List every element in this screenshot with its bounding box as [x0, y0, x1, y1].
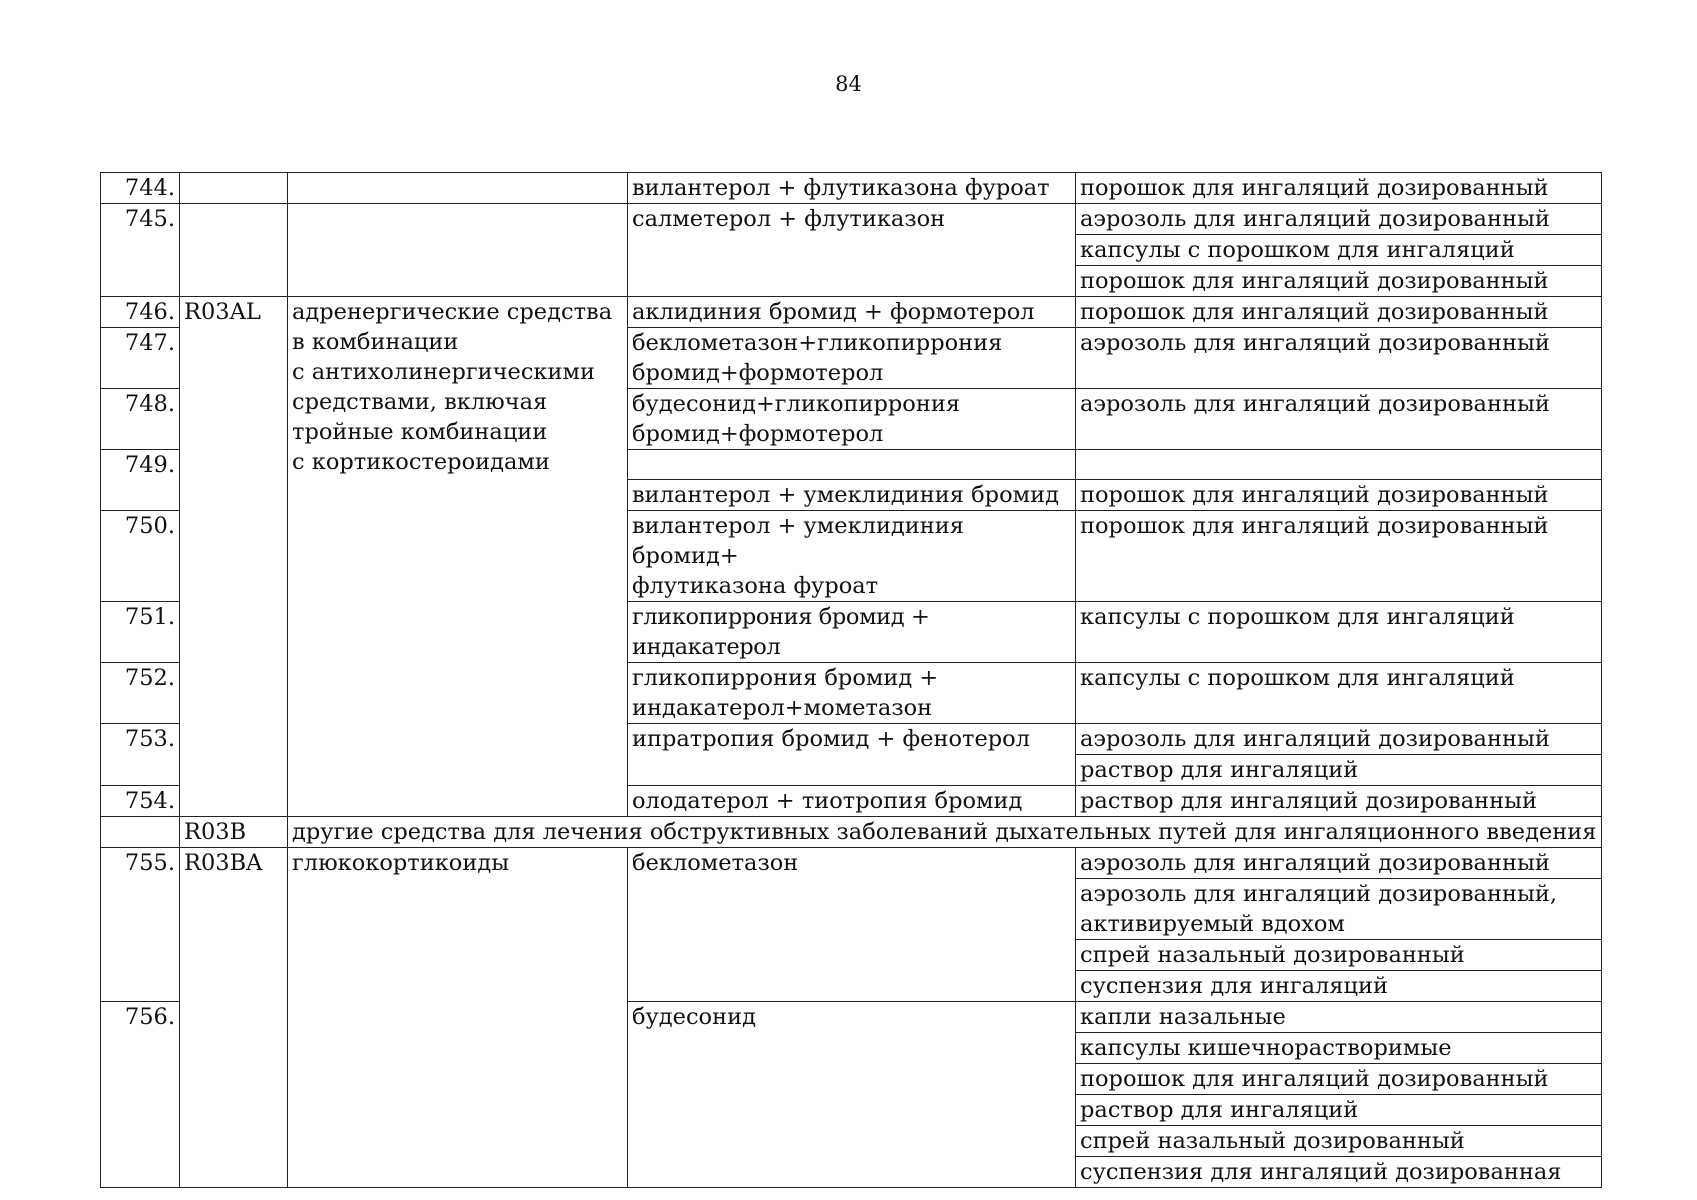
dosage-form-cell: раствор для ингаляций дозированный [1076, 786, 1602, 817]
group-cell [288, 173, 628, 204]
row-number: 745. [101, 204, 180, 297]
dosage-form-cell: капсулы кишечнорастворимые [1076, 1033, 1602, 1064]
dosage-form-cell: капсулы с порошком для ингаляций [1076, 602, 1602, 663]
dosage-form-cell: аэрозоль для ингаляций дозированный [1076, 724, 1602, 755]
substance-cell: ипратропия бромид + фенотерол [628, 724, 1076, 786]
dosage-form-cell: порошок для ингаляций дозированный [1076, 511, 1602, 602]
dosage-form-cell: спрей назальный дозированный [1076, 940, 1602, 971]
row-number: 752. [101, 663, 180, 724]
row-number [101, 817, 180, 848]
atc-code-cell: R03AL [180, 297, 288, 817]
row-number: 753. [101, 724, 180, 786]
table-row [101, 297, 1602, 328]
dosage-form-cell: аэрозоль для ингаляций дозированный, активируемый вдохом [1076, 879, 1602, 940]
group-cell [288, 204, 628, 297]
substance-cell [628, 450, 1076, 480]
substance-cell: беклометазон [628, 848, 1076, 1002]
dosage-form-cell: суспензия для ингаляций [1076, 971, 1602, 1002]
dosage-form-cell: аэрозоль для ингаляций дозированный [1076, 204, 1602, 235]
table-row [101, 204, 1602, 235]
substance-cell: вилантерол + умеклидиния бромид+ флутиказона фуроат [628, 511, 1076, 602]
dosage-form-cell: аэрозоль для ингаляций дозированный [1076, 389, 1602, 450]
row-number: 744. [101, 173, 180, 204]
dosage-form-cell: капли назальные [1076, 1002, 1602, 1033]
page-number: 84 [835, 72, 862, 96]
row-number: 746. [101, 297, 180, 328]
row-number: 755. [101, 848, 180, 1002]
substance-cell: вилантерол + умеклидиния бромид [628, 480, 1076, 511]
substance-cell: беклометазон+гликопиррония бромид+формотерол [628, 328, 1076, 389]
table-row [101, 817, 1602, 848]
dosage-form-cell: спрей назальный дозированный [1076, 1126, 1602, 1157]
dosage-form-cell [1076, 450, 1602, 480]
substance-cell: аклидиния бромид + формотерол [628, 297, 1076, 328]
substance-cell: гликопиррония бромид + индакатерол+мометазон [628, 663, 1076, 724]
dosage-form-cell: капсулы с порошком для ингаляций [1076, 235, 1602, 266]
dosage-form-cell: порошок для ингаляций дозированный [1076, 173, 1602, 204]
atc-code-cell [180, 204, 288, 297]
substance-cell: гликопиррония бромид + индакатерол [628, 602, 1076, 663]
row-number: 747. [101, 328, 180, 389]
row-number: 751. [101, 602, 180, 663]
dosage-form-cell: порошок для ингаляций дозированный [1076, 480, 1602, 511]
dosage-form-cell: аэрозоль для ингаляций дозированный [1076, 848, 1602, 879]
substance-cell: олодатерол + тиотропия бромид [628, 786, 1076, 817]
table-row [101, 848, 1602, 879]
atc-code-cell: R03BA [180, 848, 288, 1188]
dosage-form-cell: раствор для ингаляций [1076, 755, 1602, 786]
atc-code-cell [180, 173, 288, 204]
table-row [101, 173, 1602, 204]
dosage-form-cell: капсулы с порошком для ингаляций [1076, 663, 1602, 724]
dosage-form-cell: порошок для ингаляций дозированный [1076, 1064, 1602, 1095]
row-number: 749. [101, 450, 180, 511]
drug-table [100, 172, 1602, 1188]
row-number: 750. [101, 511, 180, 602]
substance-cell: будесонид+гликопиррония бромид+формотерол [628, 389, 1076, 450]
atc-code-cell: R03B [180, 817, 288, 848]
dosage-form-cell: порошок для ингаляций дозированный [1076, 266, 1602, 297]
dosage-form-cell: аэрозоль для ингаляций дозированный [1076, 328, 1602, 389]
row-number: 748. [101, 389, 180, 450]
group-cell: глюкокортикоиды [288, 848, 628, 1188]
row-number: 756. [101, 1002, 180, 1188]
row-number: 754. [101, 786, 180, 817]
dosage-form-cell: раствор для ингаляций [1076, 1095, 1602, 1126]
dosage-form-cell: суспензия для ингаляций дозированная [1076, 1157, 1602, 1188]
dosage-form-cell: порошок для ингаляций дозированный [1076, 297, 1602, 328]
group-cell: адренергические средства в комбинации с антихолинергическими средствами, включая тройные комбинации с кортикостероидами [288, 297, 628, 817]
substance-cell: будесонид [628, 1002, 1076, 1188]
substance-cell: вилантерол + флутиказона фуроат [628, 173, 1076, 204]
substance-cell: салметерол + флутиказон [628, 204, 1076, 297]
section-title-cell: другие средства для лечения обструктивных заболеваний дыхательных путей для ингаляционного введения [288, 817, 1602, 848]
